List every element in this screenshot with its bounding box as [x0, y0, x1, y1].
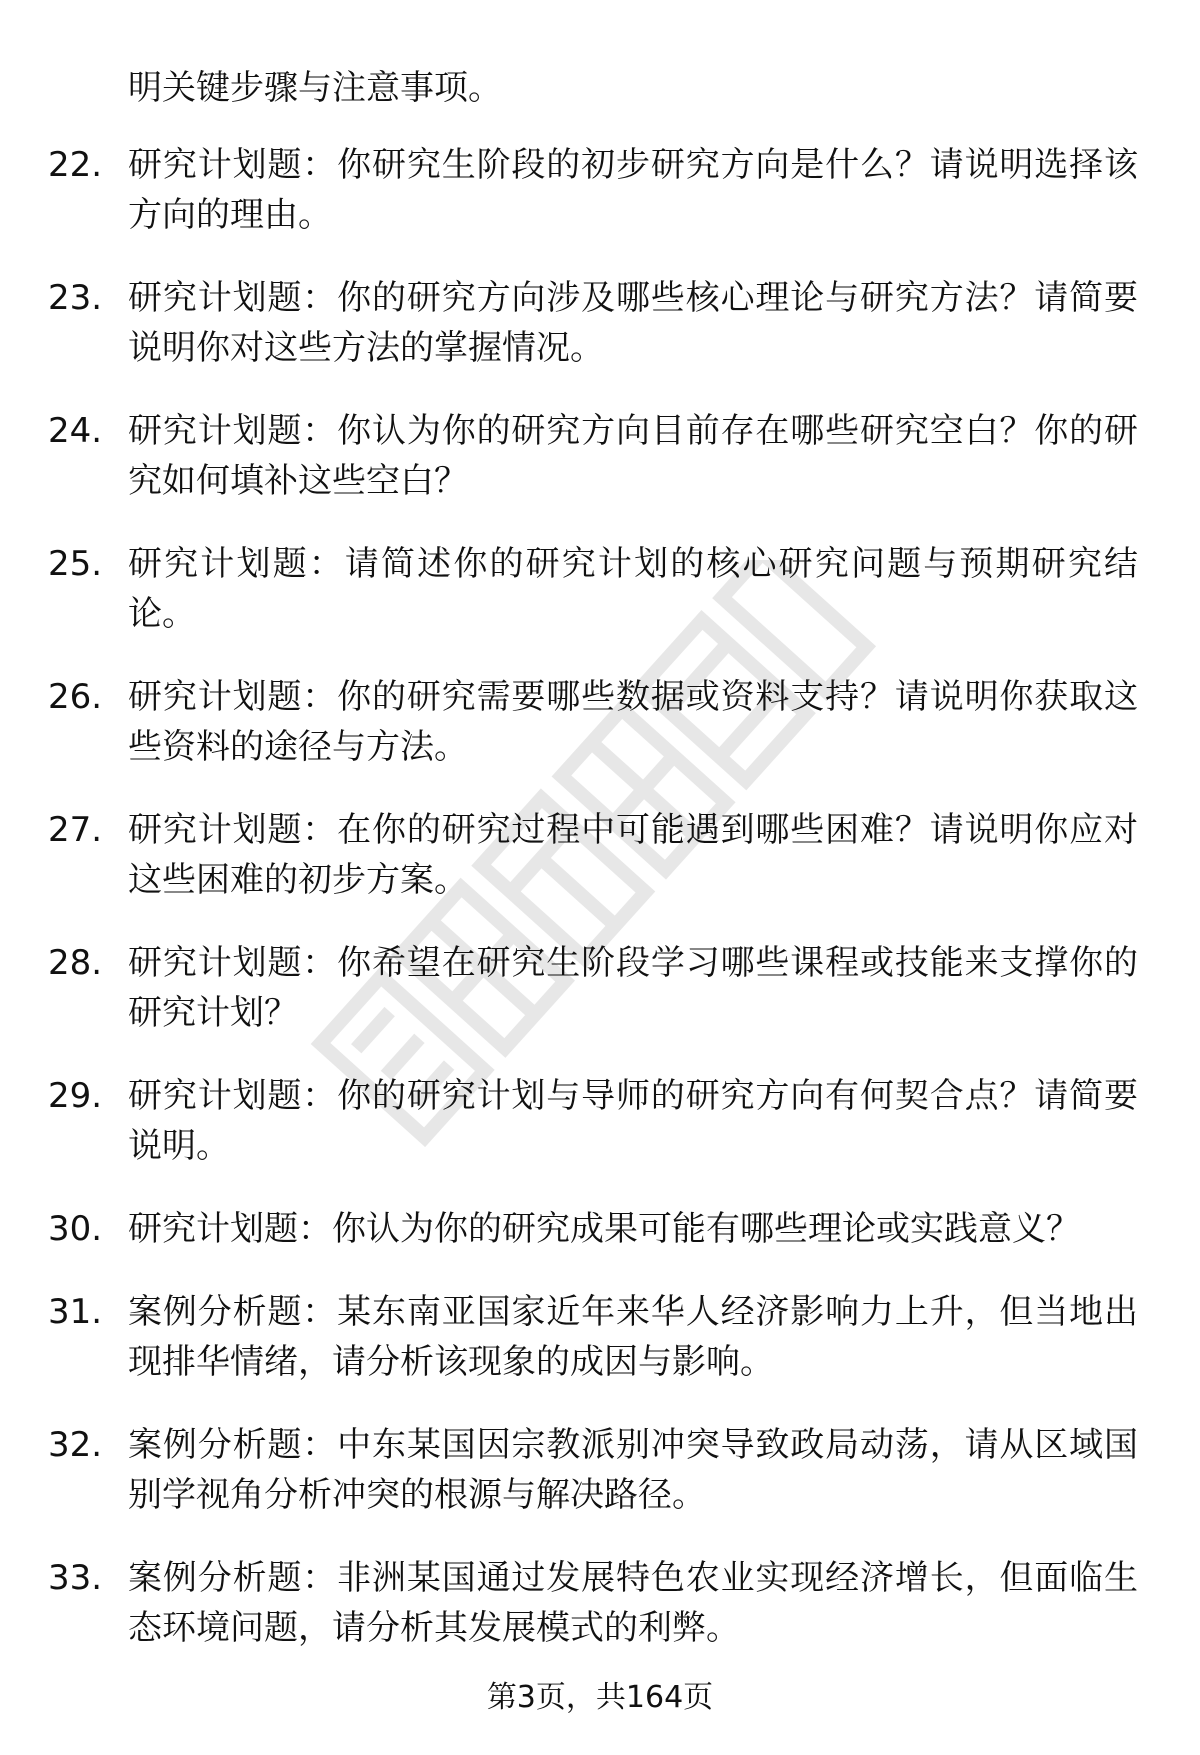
question-number: 23.: [48, 278, 103, 318]
list-item: [48, 140, 1138, 240]
list-item: [48, 805, 1138, 905]
question-number: 26.: [48, 677, 103, 717]
question-text: 研究计划题：在你的研究过程中可能遇到哪些困难？请说明你应对这些困难的初步方案。: [128, 810, 1138, 900]
list-item: [48, 1071, 1138, 1171]
page-footer: 第3页，共164页: [486, 1680, 714, 1715]
question-number: 27.: [48, 810, 103, 850]
question-number: 33.: [48, 1558, 103, 1598]
question-number: 22.: [48, 145, 103, 185]
question-text: 研究计划题：你的研究方向涉及哪些核心理论与研究方法？请简要说明你对这些方法的掌握情况。: [128, 278, 1138, 368]
question-number: 31.: [48, 1292, 103, 1332]
list-item: [48, 539, 1138, 639]
list-item: [48, 1287, 1138, 1387]
question-text: 案例分析题：某东南亚国家近年来华人经济影响力上升，但当地出现排华情绪，请分析该现象的成因与影响。: [128, 1292, 1138, 1382]
question-text: 研究计划题：你的研究计划与导师的研究方向有何契合点？请简要说明。: [128, 1076, 1138, 1166]
question-number: 25.: [48, 544, 103, 584]
question-number: 30.: [48, 1209, 103, 1249]
list-item: [48, 1204, 1138, 1254]
question-text: 研究计划题：你希望在研究生阶段学习哪些课程或技能来支撑你的研究计划？: [128, 943, 1138, 1033]
question-text: 案例分析题：中东某国因宗教派别冲突导致政局动荡，请从区域国别学视角分析冲突的根源与解决路径。: [128, 1425, 1138, 1515]
question-number: 24.: [48, 411, 103, 451]
question-number: 28.: [48, 943, 103, 983]
question-text: 研究计划题：请简述你的研究计划的核心研究问题与预期研究结论。: [128, 544, 1138, 634]
list-item: [48, 672, 1138, 772]
question-number: 32.: [48, 1425, 103, 1465]
list-item: [48, 273, 1138, 373]
list-item: [48, 1553, 1138, 1653]
question-number: 29.: [48, 1076, 103, 1116]
question-text: 研究计划题：你认为你的研究方向目前存在哪些研究空白？你的研究如何填补这些空白？: [128, 411, 1138, 501]
list-item: [48, 406, 1138, 506]
question-text: 研究计划题：你的研究需要哪些数据或资料支持？请说明你获取这些资料的途径与方法。: [128, 677, 1138, 767]
question-text: 研究计划题：你研究生阶段的初步研究方向是什么？请说明选择该方向的理由。: [128, 145, 1138, 235]
question-list: [48, 140, 1138, 1686]
question-text: 案例分析题：非洲某国通过发展特色农业实现经济增长，但面临生态环境问题，请分析其发展模式的利弊。: [128, 1558, 1138, 1648]
question-text: 研究计划题：你认为你的研究成果可能有哪些理论或实践意义？: [128, 1209, 1080, 1249]
list-item: [48, 1420, 1138, 1520]
list-item: [48, 938, 1138, 1038]
continuation-text: 明关键步骤与注意事项。: [128, 68, 502, 108]
